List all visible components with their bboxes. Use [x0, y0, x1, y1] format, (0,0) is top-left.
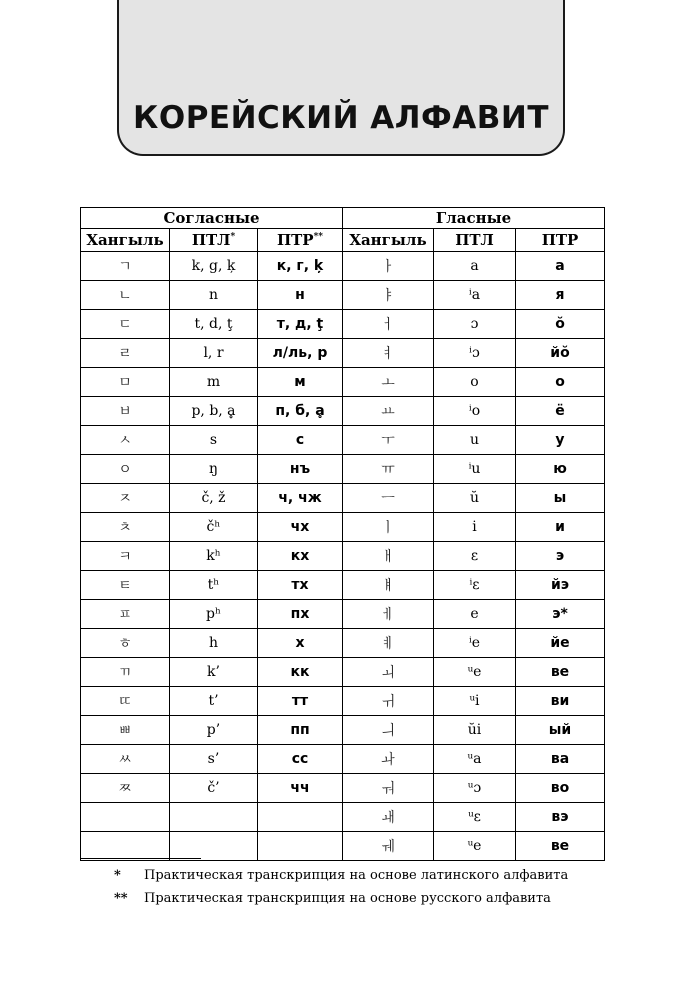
consonant-ptr-cell: т, д, ţ — [258, 310, 343, 339]
consonant-hangul-cell — [81, 832, 170, 861]
title-banner — [117, 0, 565, 156]
table-row — [81, 687, 605, 716]
vowel-hangul-cell: ㅐ — [343, 542, 434, 571]
vowel-ptl-cell: u — [434, 426, 516, 455]
vowel-ptl-cell: ⁱo — [434, 397, 516, 426]
consonant-hangul-cell: ㅎ — [81, 629, 170, 658]
table-row — [81, 600, 605, 629]
vowel-hangul-cell: ㅒ — [343, 571, 434, 600]
vowel-ptl-cell: ŭ — [434, 484, 516, 513]
vowel-ptl-cell: i — [434, 513, 516, 542]
consonant-hangul-cell: ㅋ — [81, 542, 170, 571]
consonant-ptr-cell: чч — [258, 774, 343, 803]
footnote-text: Практическая транскрипция на основе латинского алфавита — [144, 868, 569, 883]
vowel-ptr-cell: вэ — [516, 803, 605, 832]
consonant-ptl-header: ПТЛ* — [170, 229, 258, 252]
consonant-ptr-cell — [258, 832, 343, 861]
consonant-ptr-cell — [258, 803, 343, 832]
consonant-ptr-cell: к, г, ķ — [258, 252, 343, 281]
vowel-hangul-cell: ㅡ — [343, 484, 434, 513]
vowel-hangul-cell: ㅙ — [343, 803, 434, 832]
table-row — [81, 803, 605, 832]
consonant-ptl-cell: s’ — [170, 745, 258, 774]
consonant-hangul-cell: ㄲ — [81, 658, 170, 687]
consonant-hangul-cell: ㅌ — [81, 571, 170, 600]
vowel-ptr-cell: у — [516, 426, 605, 455]
consonant-ptl-cell: t, d, ţ — [170, 310, 258, 339]
vowel-ptl-cell: ɔ — [434, 310, 516, 339]
vowel-ptr-cell: о — [516, 368, 605, 397]
consonant-ptl-cell: č, ž — [170, 484, 258, 513]
vowel-ptl-header: ПТЛ — [434, 229, 516, 252]
consonant-ptl-cell: m — [170, 368, 258, 397]
consonant-hangul-cell: ㅈ — [81, 484, 170, 513]
table-row — [81, 716, 605, 745]
vowel-ptl-cell: ε — [434, 542, 516, 571]
consonants-header: Согласные — [81, 208, 343, 229]
table-row — [81, 455, 605, 484]
consonant-hangul-cell: ㅃ — [81, 716, 170, 745]
table-row — [81, 397, 605, 426]
consonant-ptr-cell: ч, чж — [258, 484, 343, 513]
vowel-ptl-cell: ᵘɔ — [434, 774, 516, 803]
consonant-ptl-cell: h — [170, 629, 258, 658]
vowel-ptr-cell: и — [516, 513, 605, 542]
consonant-hangul-header: Хангыль — [81, 229, 170, 252]
vowel-ptl-cell: ᵘe — [434, 658, 516, 687]
vowel-ptr-cell: а — [516, 252, 605, 281]
consonant-hangul-cell: ㄸ — [81, 687, 170, 716]
vowel-ptl-cell: ᵘa — [434, 745, 516, 774]
consonant-hangul-cell: ㅊ — [81, 513, 170, 542]
consonant-hangul-cell: ㄴ — [81, 281, 170, 310]
footnote-text: Практическая транскрипция на основе русского алфавита — [144, 891, 551, 906]
footnote-ptr — [114, 891, 551, 906]
consonant-ptr-cell: тх — [258, 571, 343, 600]
vowel-ptr-cell: э* — [516, 600, 605, 629]
table-row — [81, 745, 605, 774]
table-row — [81, 774, 605, 803]
consonant-ptr-cell: кх — [258, 542, 343, 571]
vowel-ptr-cell: ва — [516, 745, 605, 774]
consonant-ptl-cell: n — [170, 281, 258, 310]
consonant-ptl-cell: č’ — [170, 774, 258, 803]
consonant-ptr-cell: с — [258, 426, 343, 455]
table-row — [81, 832, 605, 861]
consonant-hangul-cell: ㅇ — [81, 455, 170, 484]
vowel-ptl-cell: ⁱe — [434, 629, 516, 658]
consonant-ptl-cell — [170, 832, 258, 861]
table-row — [81, 513, 605, 542]
table-row — [81, 484, 605, 513]
consonant-ptr-cell: м — [258, 368, 343, 397]
consonant-ptl-cell: s — [170, 426, 258, 455]
consonant-ptr-cell: пх — [258, 600, 343, 629]
vowel-ptl-cell: ⁱa — [434, 281, 516, 310]
consonant-hangul-cell: ㅁ — [81, 368, 170, 397]
vowel-ptl-cell: e — [434, 600, 516, 629]
vowel-ptr-cell: я — [516, 281, 605, 310]
footnote-ptl — [114, 868, 568, 883]
consonant-ptl-cell: tʰ — [170, 571, 258, 600]
consonant-ptr-cell: сс — [258, 745, 343, 774]
vowel-ptr-cell: ŏ — [516, 310, 605, 339]
vowel-ptr-cell: во — [516, 774, 605, 803]
consonant-hangul-cell: ㅂ — [81, 397, 170, 426]
vowel-hangul-cell: ㅕ — [343, 339, 434, 368]
consonant-ptl-cell: ŋ — [170, 455, 258, 484]
consonant-hangul-cell: ㄱ — [81, 252, 170, 281]
vowel-ptl-cell: ⁱu — [434, 455, 516, 484]
consonant-ptl-cell — [170, 803, 258, 832]
vowel-ptr-cell: ве — [516, 832, 605, 861]
consonant-hangul-cell: ㄷ — [81, 310, 170, 339]
vowel-hangul-header: Хангыль — [343, 229, 434, 252]
consonant-ptr-cell: п, б, ḁ — [258, 397, 343, 426]
vowel-hangul-cell: ㅝ — [343, 774, 434, 803]
consonant-ptl-cell: k’ — [170, 658, 258, 687]
consonant-ptl-cell: pʰ — [170, 600, 258, 629]
vowel-hangul-cell: ㅘ — [343, 745, 434, 774]
vowels-header: Гласные — [343, 208, 605, 229]
consonant-ptr-cell: пп — [258, 716, 343, 745]
alphabet-table — [80, 207, 605, 861]
table-row — [81, 542, 605, 571]
vowel-ptr-cell: йŏ — [516, 339, 605, 368]
vowel-ptr-cell: ый — [516, 716, 605, 745]
consonant-ptr-cell: л/ль, р — [258, 339, 343, 368]
consonant-ptr-cell: нъ — [258, 455, 343, 484]
table-row — [81, 571, 605, 600]
consonant-ptl-cell: kʰ — [170, 542, 258, 571]
table-row — [81, 426, 605, 455]
vowel-ptr-cell: ви — [516, 687, 605, 716]
group-header-row — [81, 208, 605, 229]
vowel-ptl-cell: ᵘε — [434, 803, 516, 832]
vowel-hangul-cell: ㅔ — [343, 600, 434, 629]
vowel-hangul-cell: ㅗ — [343, 368, 434, 397]
vowel-ptr-cell: йе — [516, 629, 605, 658]
vowel-hangul-cell: ㅑ — [343, 281, 434, 310]
table-row — [81, 658, 605, 687]
page-title: КОРЕЙСКИЙ АЛФАВИТ — [133, 100, 549, 136]
table-row — [81, 281, 605, 310]
footnote-mark: ** — [114, 891, 128, 906]
consonant-ptl-cell: l, r — [170, 339, 258, 368]
vowel-hangul-cell: ㅠ — [343, 455, 434, 484]
vowel-ptr-cell: ё — [516, 397, 605, 426]
consonant-ptl-cell: k, g, ķ — [170, 252, 258, 281]
consonant-hangul-cell: ㅆ — [81, 745, 170, 774]
table-row — [81, 310, 605, 339]
table-row — [81, 252, 605, 281]
consonant-ptr-cell: тт — [258, 687, 343, 716]
consonant-ptl-cell: čʰ — [170, 513, 258, 542]
vowel-ptl-cell: ⁱɔ — [434, 339, 516, 368]
vowel-ptl-cell: a — [434, 252, 516, 281]
vowel-ptr-header: ПТР — [516, 229, 605, 252]
vowel-ptl-cell: ŭi — [434, 716, 516, 745]
vowel-ptl-cell: ᵘe — [434, 832, 516, 861]
vowel-hangul-cell: ㅏ — [343, 252, 434, 281]
consonant-ptr-cell: н — [258, 281, 343, 310]
vowel-hangul-cell: ㅢ — [343, 716, 434, 745]
vowel-ptr-cell: ы — [516, 484, 605, 513]
consonant-ptr-cell: кк — [258, 658, 343, 687]
consonant-hangul-cell — [81, 803, 170, 832]
consonant-ptr-cell: х — [258, 629, 343, 658]
footnote-divider — [80, 858, 201, 859]
table-row — [81, 368, 605, 397]
consonant-hangul-cell: ㅅ — [81, 426, 170, 455]
vowel-hangul-cell: ㅟ — [343, 687, 434, 716]
consonant-ptl-cell: t’ — [170, 687, 258, 716]
vowel-ptl-cell: ᵘi — [434, 687, 516, 716]
vowel-hangul-cell: ㅖ — [343, 629, 434, 658]
consonant-hangul-cell: ㅉ — [81, 774, 170, 803]
column-header-row — [81, 229, 605, 252]
vowel-ptl-cell: ⁱε — [434, 571, 516, 600]
alphabet-table-body — [81, 252, 605, 861]
consonant-hangul-cell: ㅍ — [81, 600, 170, 629]
vowel-hangul-cell: ㅣ — [343, 513, 434, 542]
table-row — [81, 629, 605, 658]
vowel-hangul-cell: ㅛ — [343, 397, 434, 426]
vowel-hangul-cell: ㅜ — [343, 426, 434, 455]
consonant-ptl-cell: p, b, ḁ — [170, 397, 258, 426]
vowel-ptr-cell: йэ — [516, 571, 605, 600]
vowel-ptr-cell: э — [516, 542, 605, 571]
footnote-mark: * — [114, 868, 121, 883]
consonant-hangul-cell: ㄹ — [81, 339, 170, 368]
vowel-ptr-cell: ю — [516, 455, 605, 484]
consonant-ptl-cell: p’ — [170, 716, 258, 745]
vowel-ptl-cell: o — [434, 368, 516, 397]
vowel-hangul-cell: ㅓ — [343, 310, 434, 339]
consonant-ptr-header: ПТР** — [258, 229, 343, 252]
vowel-ptr-cell: ве — [516, 658, 605, 687]
consonant-ptr-cell: чх — [258, 513, 343, 542]
table-row — [81, 339, 605, 368]
vowel-hangul-cell: ㅞ — [343, 832, 434, 861]
vowel-hangul-cell: ㅚ — [343, 658, 434, 687]
